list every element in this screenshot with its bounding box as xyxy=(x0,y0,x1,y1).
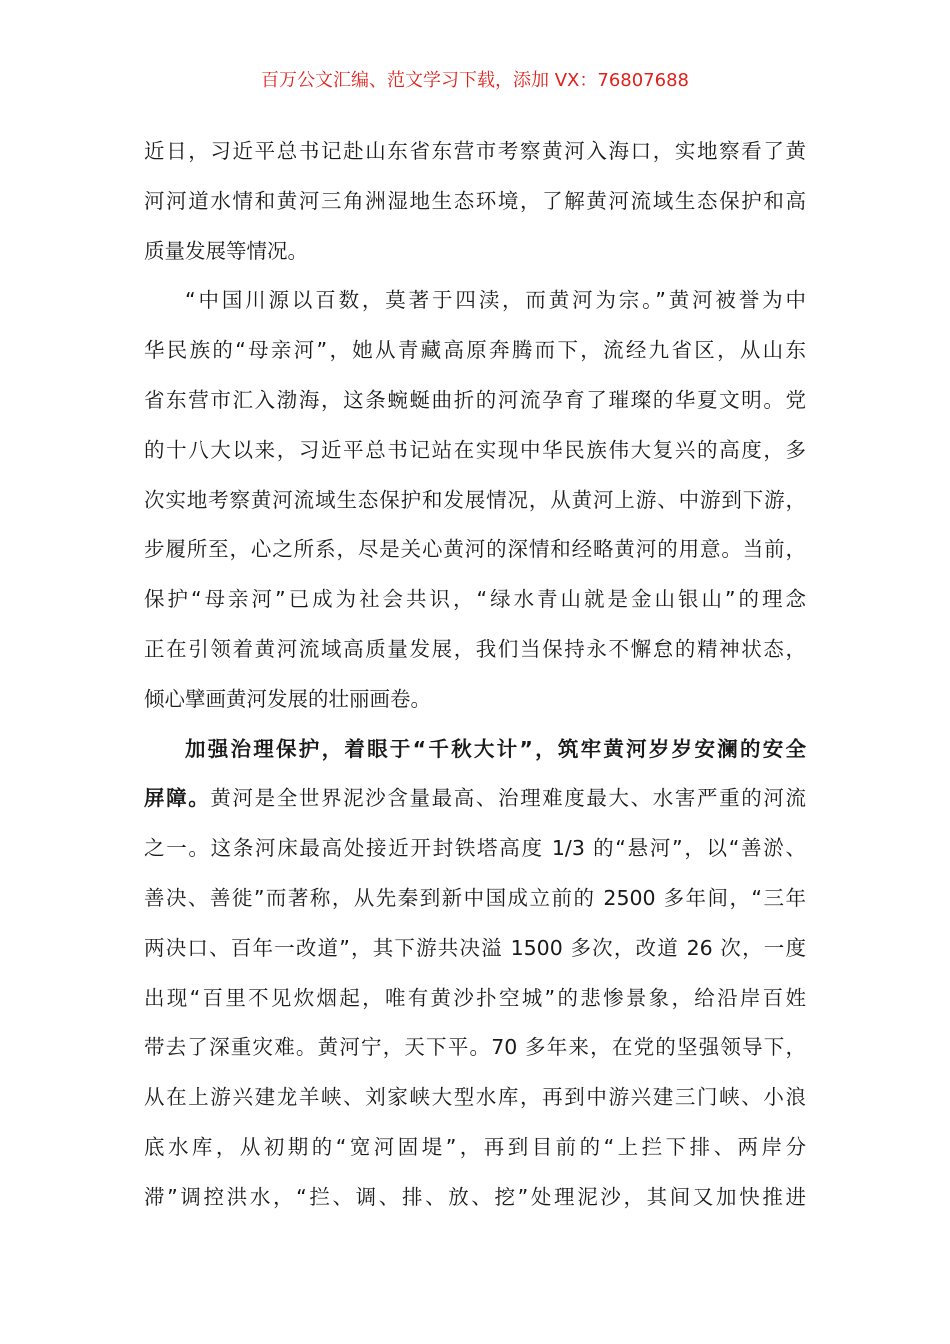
paragraph-3-line-8: 从在上游兴建龙羊峡、刘家峡大型水库，再到中游兴建三门峡、小浪 xyxy=(144,1085,806,1110)
paragraph-1-line-3: 质量发展等情况。 xyxy=(144,238,308,263)
paragraph-1-line-2: 河河道水情和黄河三角洲湿地生态环境，了解黄河流域生态保护和高 xyxy=(144,188,806,213)
paragraph-2-line-6: 步履所至，心之所系，尽是关心黄河的深情和经略黄河的用意。当前， xyxy=(144,537,806,562)
paragraph-3-line-4: 善决、善徙”而著称，从先秦到新中国成立前的 2500 多年间，“三年 xyxy=(144,885,806,910)
paragraph-3-line-3: 之一。这条河床最高处接近开封铁塔高度 1/3 的“悬河”，以“善淤、 xyxy=(144,836,806,861)
paragraph-3-line-6: 出现“百里不见炊烟起，唯有黄沙扑空城”的悲惨景象，给沿岸百姓 xyxy=(144,985,806,1010)
paragraph-2-line-8: 正在引领着黄河流域高质量发展，我们当保持永不懈怠的精神状态， xyxy=(144,636,806,661)
paragraph-3-line-10: 滞”调控洪水，“拦、调、排、放、挖”处理泥沙，其间又加快推进 xyxy=(144,1184,806,1209)
paragraph-3-line-9: 底水库，从初期的“宽河固堤”，再到目前的“上拦下排、两岸分 xyxy=(144,1134,806,1159)
paragraph-3-line-2 xyxy=(144,774,806,824)
paragraph-2-line-9: 倾心擘画黄河发展的壮丽画卷。 xyxy=(144,686,431,711)
paragraph-2-line-3: 省东营市汇入渤海，这条蜿蜒曲折的河流孕育了璀璨的华夏文明。党 xyxy=(144,387,806,412)
paragraph-3-line-2-text: 黄河是全世界泥沙含量最高、治理难度最大、水害严重的河流 xyxy=(210,786,807,811)
paragraph-2-line-4: 的十八大以来，习近平总书记站在实现中华民族伟大复兴的高度，多 xyxy=(144,437,806,462)
paragraph-2-line-5: 次实地考察黄河流域生态保护和发展情况，从黄河上游、中游到下游， xyxy=(144,487,806,512)
document-body xyxy=(144,127,806,1223)
paragraph-3-heading-line-1: 加强治理保护，着眼于“千秋大计”，筑牢黄河岁岁安澜的安全 xyxy=(185,736,806,761)
paragraph-1-line-1: 近日，习近平总书记赴山东省东营市考察黄河入海口，实地察看了黄 xyxy=(144,139,806,163)
paragraph-2-line-1: “中国川源以百数，莫著于四渎，而黄河为宗。”黄河被誉为中 xyxy=(185,288,806,313)
paragraph-3-heading-line-2: 屏障。 xyxy=(144,786,211,811)
paragraph-3-line-7: 带去了深重灾难。黄河宁，天下平。70 多年来，在党的坚强领导下， xyxy=(144,1035,806,1060)
watermark-header: 百万公文汇编、范文学习下载，添加 VX：76807688 xyxy=(261,70,689,91)
paragraph-2-line-7: 保护“母亲河”已成为社会共识，“绿水青山就是金山银山”的理念 xyxy=(144,587,806,612)
paragraph-3-line-5: 两决口、百年一改道”，其下游共决溢 1500 多次，改道 26 次，一度 xyxy=(144,935,806,960)
paragraph-2-line-2: 华民族的“母亲河”，她从青藏高原奔腾而下，流经九省区，从山东 xyxy=(144,338,806,363)
